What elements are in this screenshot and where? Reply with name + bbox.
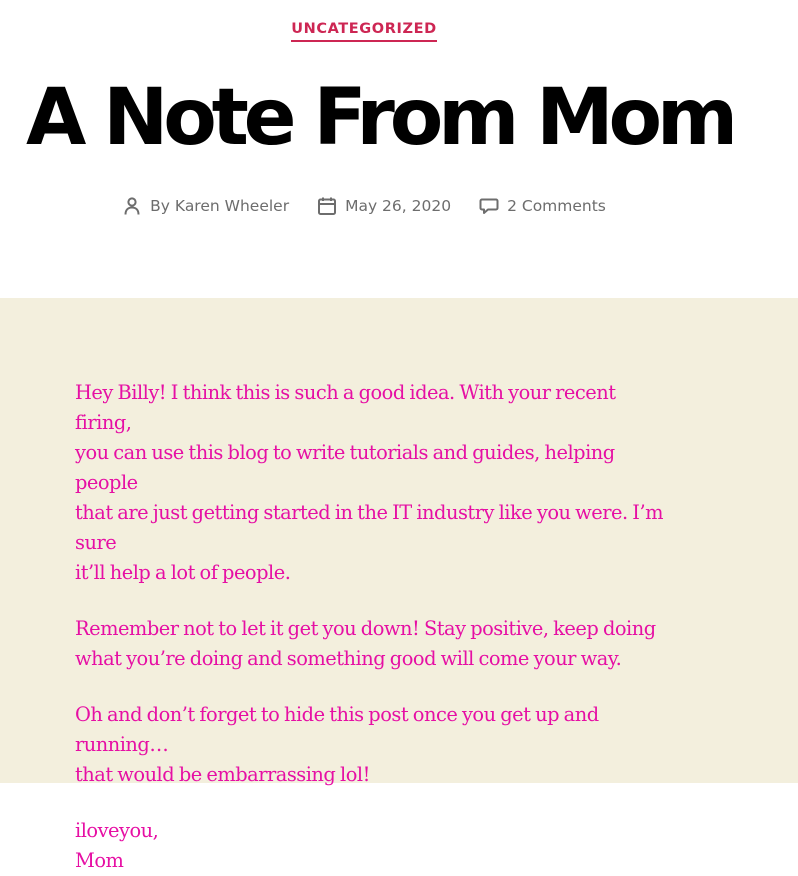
paragraph-reminder (75, 700, 665, 790)
post-date (317, 194, 451, 218)
post-body (75, 378, 665, 876)
comment-bubble-icon (479, 196, 499, 216)
post-comments (479, 194, 606, 218)
text-line: Remember not to let it get you down! Stay positive, keep doing (75, 617, 656, 640)
post-title: A Note From Mom (26, 73, 733, 163)
author-link[interactable]: Karen Wheeler (174, 197, 290, 215)
post-content (0, 298, 798, 872)
paragraph-signoff (75, 816, 665, 876)
person-icon (122, 196, 142, 216)
text-line: that would be embarrassing lol! (75, 763, 370, 786)
text-line: Oh and don’t forget to hide this post once you get up and running… (75, 703, 599, 756)
category-container (0, 18, 728, 42)
signoff-name: Mom (75, 849, 124, 872)
category-link[interactable]: UNCATEGORIZED (291, 20, 437, 42)
paragraph-encouragement (75, 614, 665, 674)
date-link[interactable]: May 26, 2020 (345, 197, 452, 215)
signoff-closing: iloveyou, (75, 819, 159, 842)
text-line: what you’re doing and something good will come your way. (75, 647, 622, 670)
post-author (122, 194, 289, 218)
post-meta (0, 194, 728, 218)
text-line: Hey Billy! I think this is such a good idea. With your recent firing, (75, 381, 616, 434)
comments-link[interactable]: 2 Comments (507, 197, 606, 215)
paragraph-greeting (75, 378, 665, 588)
author-prefix: By (150, 197, 170, 215)
text-line: that are just getting started in the IT industry like you were. I’m sure (75, 501, 664, 554)
text-line: you can use this blog to write tutorials and guides, helping people (75, 441, 615, 494)
text-line: it’ll help a lot of people. (75, 561, 291, 584)
post-header (0, 0, 798, 298)
calendar-icon (317, 196, 337, 216)
